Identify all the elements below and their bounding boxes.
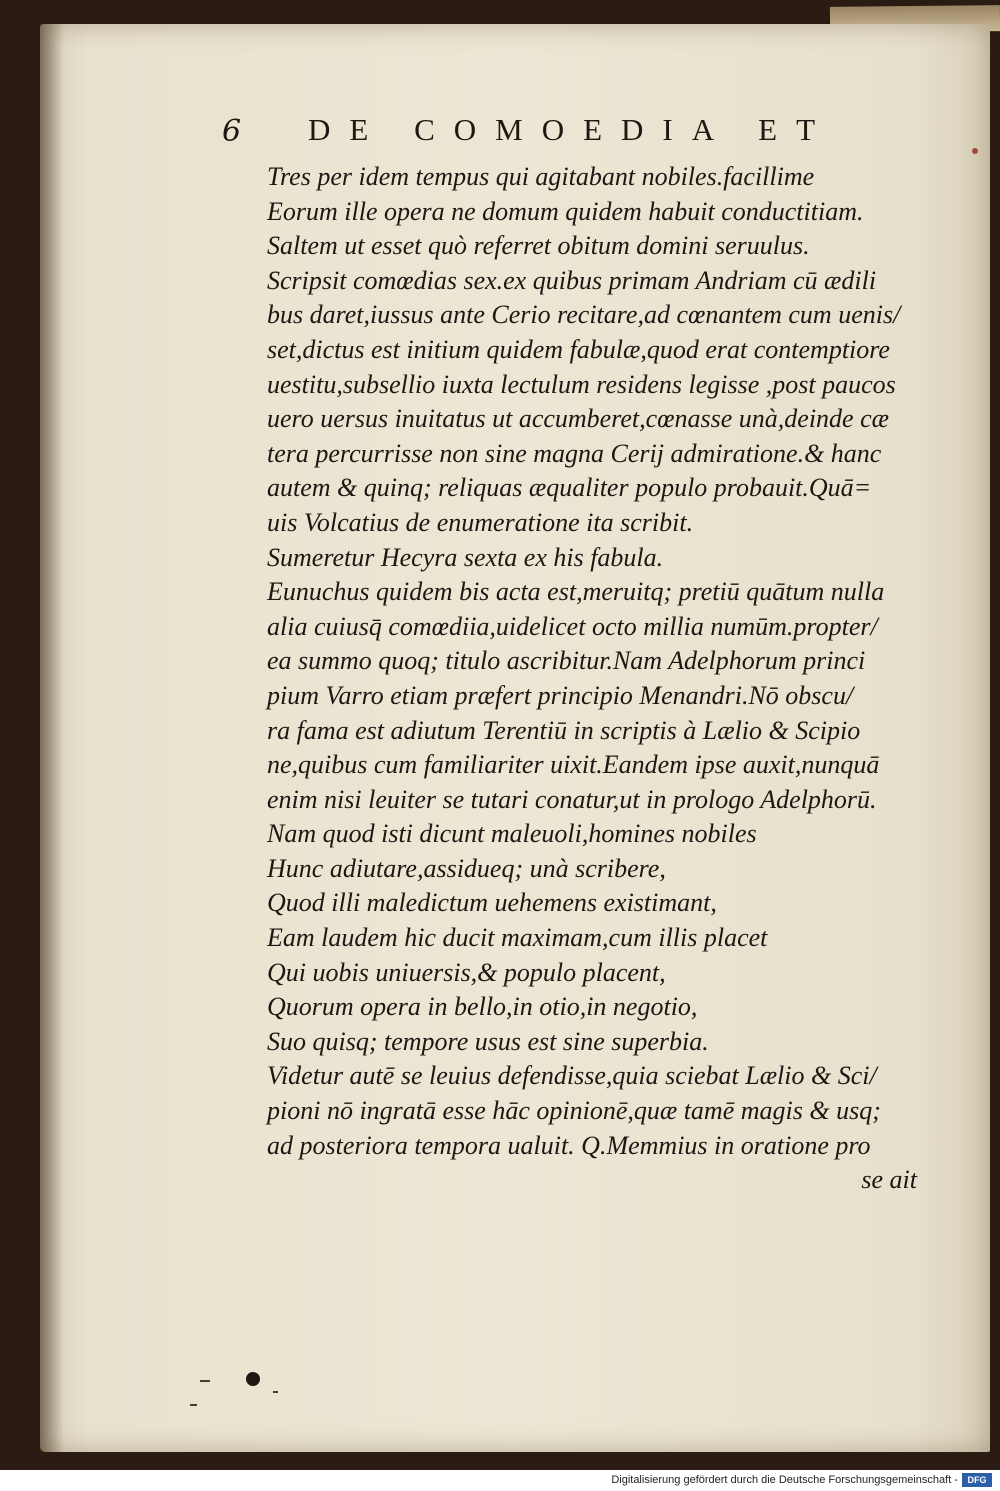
gutter-shadow: [40, 24, 64, 1452]
text-line: uero uersus inuitatus ut accumberet,cœnasse unà,deinde cæ: [267, 404, 889, 434]
text-line: alia cuiusq̄ comœdiia,uidelicet octo millia numūm.propter/: [267, 611, 878, 641]
text-line: Sumeretur Hecyra sexta ex his fabula.: [267, 542, 664, 572]
text-line: uestitu,subsellio iuxta lectulum residens legisse ,post paucos: [267, 369, 896, 399]
text-line: Videtur autē se leuius defendisse,quia sciebat Lælio & Sci/: [267, 1061, 877, 1091]
running-head: DE COMOEDIA ET: [308, 112, 835, 147]
text-line: ad posteriora tempora ualuit. Q.Memmius in oratione pro: [267, 1130, 871, 1160]
body-text: [267, 160, 927, 1198]
text-line: Tres per idem tempus qui agitabant nobiles.facillime: [267, 162, 815, 191]
text-line: Eam laudem hic ducit maximam,cum illis placet: [267, 923, 768, 953]
dfg-logo[interactable]: DFG: [962, 1473, 992, 1487]
text-line: Hunc adiutare,assidueq; unà scribere,: [267, 853, 666, 883]
page-number: 6: [222, 114, 242, 149]
text-line: Saltem ut esset quò referret obitum domini seruulus.: [267, 231, 810, 261]
text-line: enim nisi leuiter se tutari conatur,ut in prologo Adelphorū.: [267, 784, 877, 814]
text-line: Suo quisq; tempore usus est sine superbia.: [267, 1026, 709, 1056]
stain-mark: [273, 1391, 278, 1393]
text-line: Eorum ille opera ne domum quidem habuit conductitiam.: [267, 196, 864, 226]
funding-credit: Digitalisierung gefördert durch die Deutsche Forschungsgemeinschaft -: [611, 1474, 958, 1486]
text-line: autem & quinq; reliquas æqualiter populo probauit.Quā=: [267, 473, 872, 503]
ink-spot: [972, 148, 978, 154]
text-line: uis Volcatius de enumeratione ita scribit.: [267, 507, 694, 537]
text-line: ne,quibus cum familiariter uixit.Eandem ipse auxit,nunquā: [267, 750, 880, 780]
page-header: [222, 110, 922, 160]
text-line: Quorum opera in bello,in otio,in negotio,: [267, 992, 698, 1022]
text-line: Scripsit comœdias sex.ex quibus primam Andriam cū ædili: [267, 265, 877, 295]
text-line: Nam quod isti dicunt maleuoli,homines nobiles: [267, 819, 757, 849]
text-line: ea summo quoq; titulo ascribitur.Nam Adelphorum princi: [267, 646, 866, 676]
footer-bar: [0, 1470, 1000, 1491]
text-line: bus daret,iussus ante Cerio recitare,ad cœnantem cum uenis/: [267, 300, 901, 330]
text-line: tera percurrisse non sine magna Cerij admiratione.& hanc: [267, 438, 882, 468]
text-line: pium Varro etiam præfert principio Menandri.Nō obscu/: [267, 680, 854, 710]
stain-mark: [200, 1380, 210, 1382]
stain-mark: [190, 1404, 197, 1406]
text-line: Quod illi maledictum uehemens existimant,: [267, 888, 717, 918]
text-line: Eunuchus quidem bis acta est,meruitq; pretiū quātum nulla: [267, 577, 885, 607]
catchword: se ait: [861, 1165, 917, 1195]
text-line: ra fama est adiutum Terentiū in scriptis à Lælio & Scipio: [267, 715, 861, 745]
text-line: set,dictus est initium quidem fabulæ,quod erat contemptiore: [267, 334, 890, 364]
text-line: pioni nō ingratā esse hāc opinionē,quæ tamē magis & usq;: [267, 1096, 881, 1126]
text-line: Qui uobis uniuersis,& populo placent,: [267, 957, 666, 987]
ink-dot: [246, 1372, 260, 1386]
